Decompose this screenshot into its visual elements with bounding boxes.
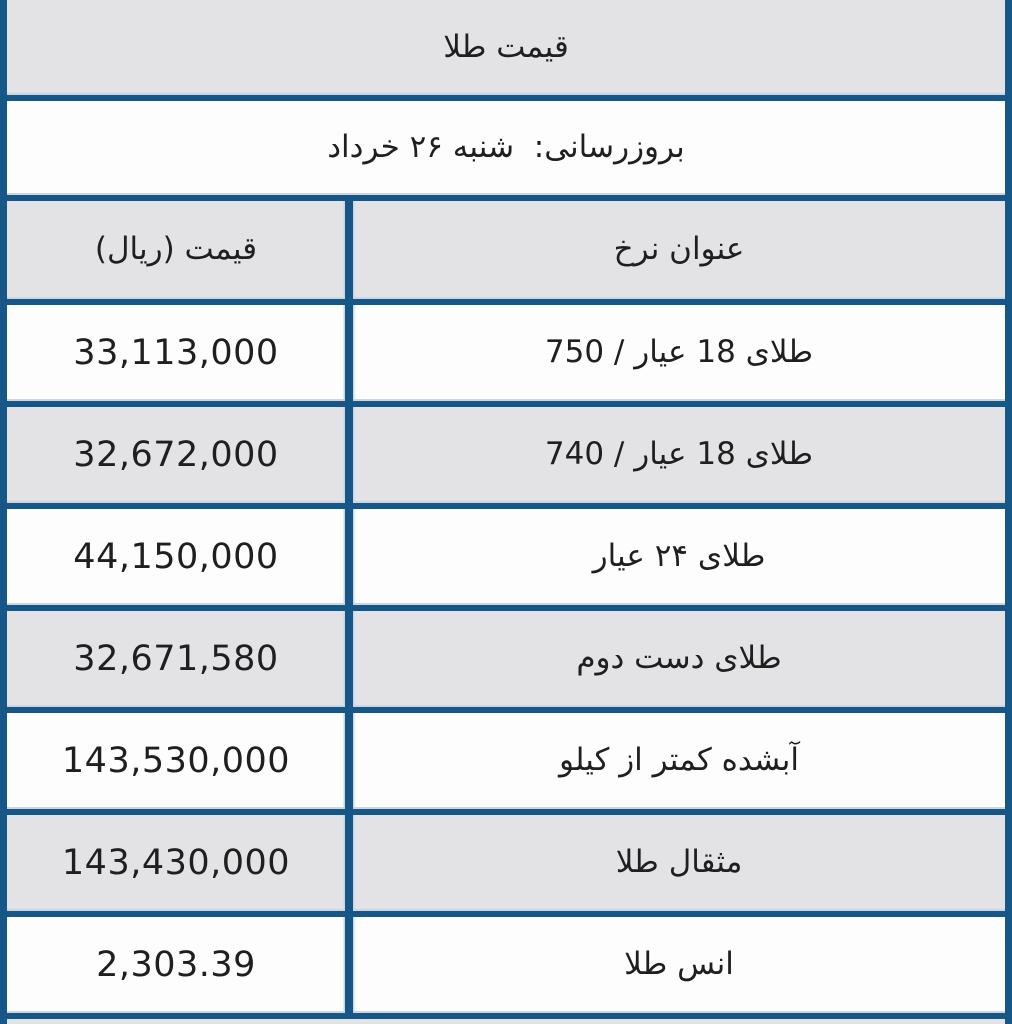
- price-cell: 44,150,000: [73, 537, 279, 577]
- table-row: [7, 815, 1005, 917]
- rate-title-cell: طلای ۲۴ عیار: [592, 538, 766, 575]
- price-cell: 143,530,000: [61, 741, 291, 781]
- table-title: قیمت طلا: [443, 28, 569, 65]
- price-cell: 32,672,000: [73, 435, 279, 475]
- table-row: [7, 509, 1005, 611]
- table-row: [7, 611, 1005, 713]
- column-divider: [345, 201, 353, 299]
- price-cell: 2,303.39: [96, 945, 256, 985]
- column-divider: [345, 305, 353, 401]
- table-row: [7, 713, 1005, 815]
- column-divider: [345, 917, 353, 1013]
- price-cell: 33,113,000: [73, 333, 279, 373]
- price-cell: 143,430,000: [61, 843, 291, 883]
- rate-title-cell: مثقال طلا: [615, 844, 743, 881]
- table-row: [7, 305, 1005, 407]
- column-header-row: [7, 201, 1005, 305]
- rate-title-cell: انس طلا: [624, 946, 734, 983]
- table-title-row: [7, 0, 1005, 101]
- update-row: [7, 101, 1005, 201]
- rate-title-cell: آبشده کمتر از کیلو: [558, 742, 800, 779]
- update-date-text: بروزرسانی: شنبه ۲۶ خرداد: [327, 129, 685, 166]
- column-divider: [345, 815, 353, 911]
- column-divider: [345, 713, 353, 809]
- price-cell: 32,671,580: [73, 639, 279, 679]
- table-row: [7, 407, 1005, 509]
- rate-title-cell: طلای 18 عیار / 750: [544, 334, 814, 371]
- column-header-price: قیمت (ریال): [94, 231, 258, 268]
- next-row-partial: [7, 1019, 1005, 1024]
- column-divider: [345, 509, 353, 605]
- column-header-rate-title: عنوان نرخ: [613, 231, 745, 268]
- column-divider: [345, 611, 353, 707]
- table-row: [7, 917, 1005, 1019]
- column-divider: [345, 407, 353, 503]
- rate-title-cell: طلای 18 عیار / 740: [544, 436, 814, 473]
- rate-title-cell: طلای دست دوم: [576, 640, 782, 677]
